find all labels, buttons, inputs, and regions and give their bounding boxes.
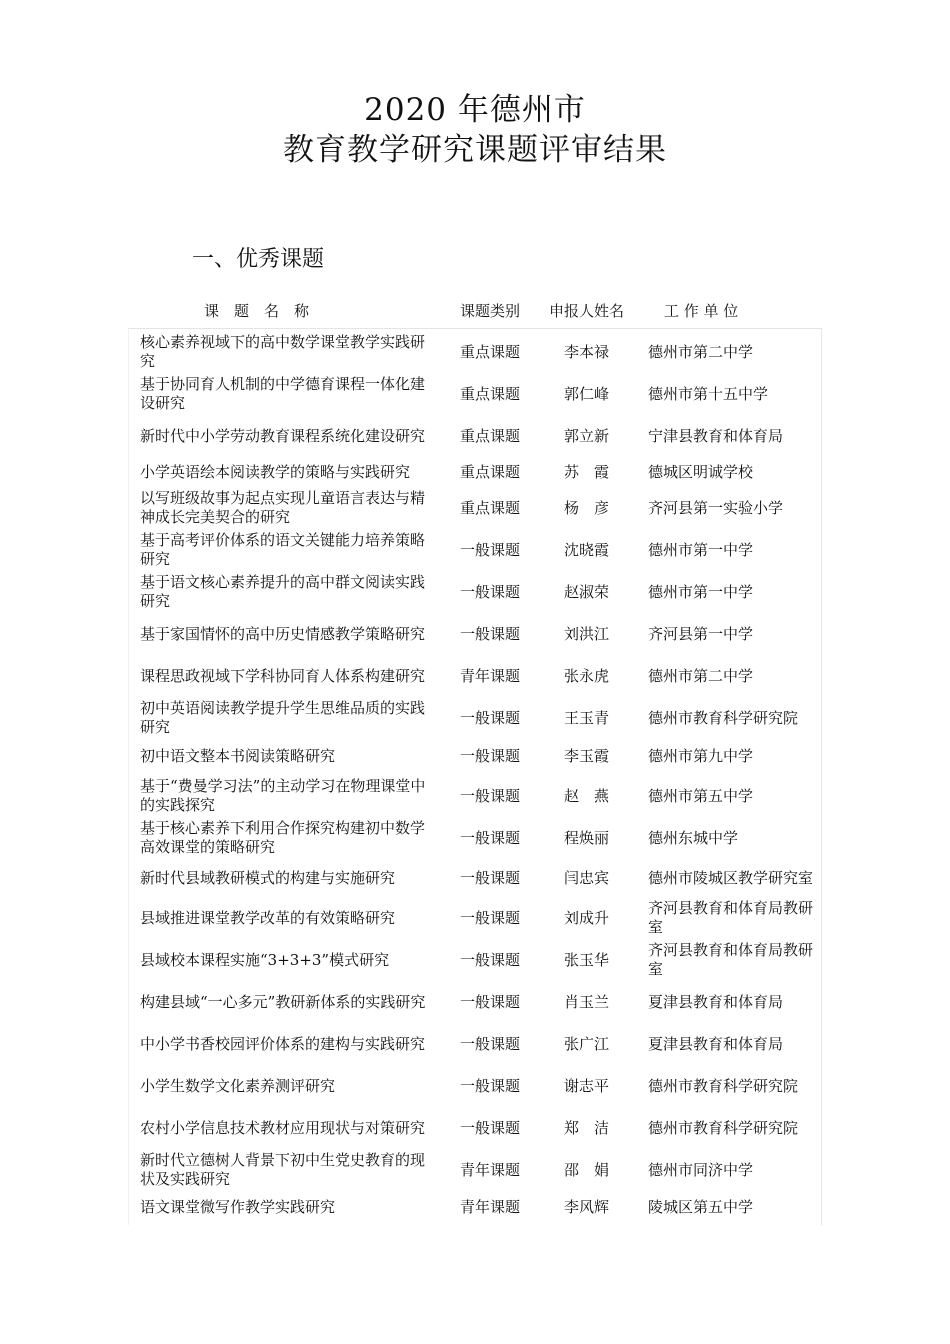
document-title-line-1: 2020 年德州市 (364, 92, 586, 128)
topic-name: 基于语文核心素养提升的高中群文阅读实践研究 (140, 573, 426, 610)
topic-type: 一般课题 (460, 950, 521, 969)
work-unit: 陵城区第五中学 (648, 1197, 754, 1216)
table-row (0, 941, 950, 979)
topic-name: 县域推进课堂教学改革的有效策略研究 (140, 908, 396, 927)
table-row (0, 983, 950, 1021)
table-row (0, 777, 950, 815)
topic-type: 重点课题 (460, 498, 521, 517)
topic-type: 一般课题 (460, 1076, 521, 1095)
applicant-name: 谢志平 (564, 1076, 610, 1095)
table-row (0, 859, 950, 897)
applicant-name: 郭仁峰 (564, 384, 610, 403)
table-row (0, 741, 950, 771)
work-unit: 德州市第一中学 (648, 582, 754, 601)
topic-type: 一般课题 (460, 868, 521, 887)
topic-type: 一般课题 (460, 828, 521, 847)
topic-type: 青年课题 (460, 666, 521, 685)
topic-name: 农村小学信息技术教材应用现状与对策研究 (140, 1118, 426, 1137)
topic-name: 新时代县域教研模式的构建与实施研究 (140, 868, 396, 887)
work-unit: 德州市第十五中学 (648, 384, 769, 403)
work-unit: 齐河县教育和体育局教研室 (648, 899, 814, 936)
topic-name: 中小学书香校园评价体系的建构与实践研究 (140, 1034, 426, 1053)
table-row (0, 1109, 950, 1147)
work-unit: 德城区明诚学校 (648, 462, 754, 481)
table-row (0, 615, 950, 653)
topic-name: 小学英语绘本阅读教学的策略与实践研究 (140, 462, 411, 481)
topic-type: 一般课题 (460, 1034, 521, 1053)
topic-type: 一般课题 (460, 540, 521, 559)
applicant-name: 张广江 (564, 1034, 610, 1053)
table-row (0, 899, 950, 937)
table-row (0, 1193, 950, 1221)
topic-type: 青年课题 (460, 1197, 521, 1216)
applicant-name: 沈晓霞 (564, 540, 610, 559)
work-unit: 齐河县教育和体育局教研室 (648, 941, 814, 978)
applicant-name: 王玉青 (564, 708, 610, 727)
topic-name: 新时代立德树人背景下初中生党史教育的现状及实践研究 (140, 1151, 426, 1188)
topic-name: 新时代中小学劳动教育课程系统化建设研究 (140, 426, 426, 445)
applicant-name: 李风辉 (564, 1197, 610, 1216)
applicant-name: 程焕丽 (564, 828, 610, 847)
work-unit: 德州市第五中学 (648, 786, 754, 805)
topic-type: 一般课题 (460, 582, 521, 601)
applicant-name: 苏 霞 (564, 462, 610, 481)
document-title-line-2: 教育教学研究课题评审结果 (283, 132, 667, 168)
table-row (0, 375, 950, 413)
table-row (0, 657, 950, 695)
topic-name: 初中语文整本书阅读策略研究 (140, 746, 336, 765)
work-unit: 德州市第二中学 (648, 666, 754, 685)
column-header-type: 课题类别 (460, 302, 521, 320)
topic-type: 重点课题 (460, 426, 521, 445)
work-unit: 德州市第二中学 (648, 342, 754, 361)
applicant-name: 赵 燕 (564, 786, 610, 805)
work-unit: 齐河县第一实验小学 (648, 498, 784, 517)
table-row (0, 531, 950, 569)
table-row (0, 333, 950, 371)
topic-type: 一般课题 (460, 624, 521, 643)
work-unit: 德州市第一中学 (648, 540, 754, 559)
work-unit: 宁津县教育和体育局 (648, 426, 784, 445)
section-heading: 一、优秀课题 (192, 247, 325, 272)
work-unit: 德州市教育科学研究院 (648, 708, 799, 727)
topic-type: 一般课题 (460, 1118, 521, 1137)
topic-name: 基于协同育人机制的中学德育课程一体化建设研究 (140, 375, 426, 412)
column-header-name: 课 题 名 称 (204, 302, 310, 320)
topic-name: 基于高考评价体系的语文关键能力培养策略研究 (140, 531, 426, 568)
topic-type: 重点课题 (460, 342, 521, 361)
applicant-name: 闫忠宾 (564, 868, 610, 887)
table-row (0, 819, 950, 857)
topic-name: 课程思政视域下学科协同育人体系构建研究 (140, 666, 426, 685)
table-row (0, 1151, 950, 1189)
work-unit: 德州市第九中学 (648, 746, 754, 765)
work-unit: 夏津县教育和体育局 (648, 992, 784, 1011)
topic-type: 一般课题 (460, 786, 521, 805)
column-header-person: 申报人姓名 (549, 302, 625, 320)
applicant-name: 李本禄 (564, 342, 610, 361)
topic-name: 构建县域“一心多元”教研新体系的实践研究 (140, 992, 426, 1011)
applicant-name: 郭立新 (564, 426, 610, 445)
topic-type: 青年课题 (460, 1160, 521, 1179)
applicant-name: 邵 娟 (564, 1160, 610, 1179)
table-row (0, 459, 950, 485)
topic-name: 基于家国情怀的高中历史情感教学策略研究 (140, 624, 426, 643)
work-unit: 德州东城中学 (648, 828, 739, 847)
work-unit: 德州市陵城区教学研究室 (648, 868, 814, 887)
applicant-name: 张永虎 (564, 666, 610, 685)
topic-name: 以写班级故事为起点实现儿童语言表达与精神成长完美契合的研究 (140, 489, 426, 526)
topic-name: 语文课堂微写作教学实践研究 (140, 1197, 336, 1216)
topic-type: 一般课题 (460, 708, 521, 727)
table-row (0, 573, 950, 611)
column-header-unit: 工 作 单 位 (664, 302, 739, 320)
topic-name: 县域校本课程实施“3+3+3”模式研究 (140, 950, 390, 969)
applicant-name: 刘洪江 (564, 624, 610, 643)
topic-type: 一般课题 (460, 992, 521, 1011)
work-unit: 夏津县教育和体育局 (648, 1034, 784, 1053)
table-row (0, 1025, 950, 1063)
work-unit: 德州市教育科学研究院 (648, 1076, 799, 1095)
topic-type: 一般课题 (460, 746, 521, 765)
applicant-name: 刘成升 (564, 908, 610, 927)
work-unit: 德州市教育科学研究院 (648, 1118, 799, 1137)
applicant-name: 李玉霞 (564, 746, 610, 765)
applicant-name: 张玉华 (564, 950, 610, 969)
work-unit: 德州市同济中学 (648, 1160, 754, 1179)
topic-name: 基于“费曼学习法”的主动学习在物理课堂中的实践探究 (140, 777, 426, 814)
topic-name: 小学生数学文化素养测评研究 (140, 1076, 336, 1095)
topic-type: 重点课题 (460, 384, 521, 403)
table-row (0, 699, 950, 737)
work-unit: 齐河县第一中学 (648, 624, 754, 643)
topic-type: 重点课题 (460, 462, 521, 481)
topic-type: 一般课题 (460, 908, 521, 927)
topic-name: 基于核心素养下利用合作探究构建初中数学高效课堂的策略研究 (140, 819, 426, 856)
applicant-name: 肖玉兰 (564, 992, 610, 1011)
topic-name: 初中英语阅读教学提升学生思维品质的实践研究 (140, 699, 426, 736)
table-row (0, 1067, 950, 1105)
table-row (0, 417, 950, 455)
applicant-name: 杨 彦 (564, 498, 610, 517)
applicant-name: 郑 洁 (564, 1118, 610, 1137)
table-row (0, 489, 950, 527)
topic-name: 核心素养视域下的高中数学课堂教学实践研究 (140, 333, 426, 370)
applicant-name: 赵淑荣 (564, 582, 610, 601)
